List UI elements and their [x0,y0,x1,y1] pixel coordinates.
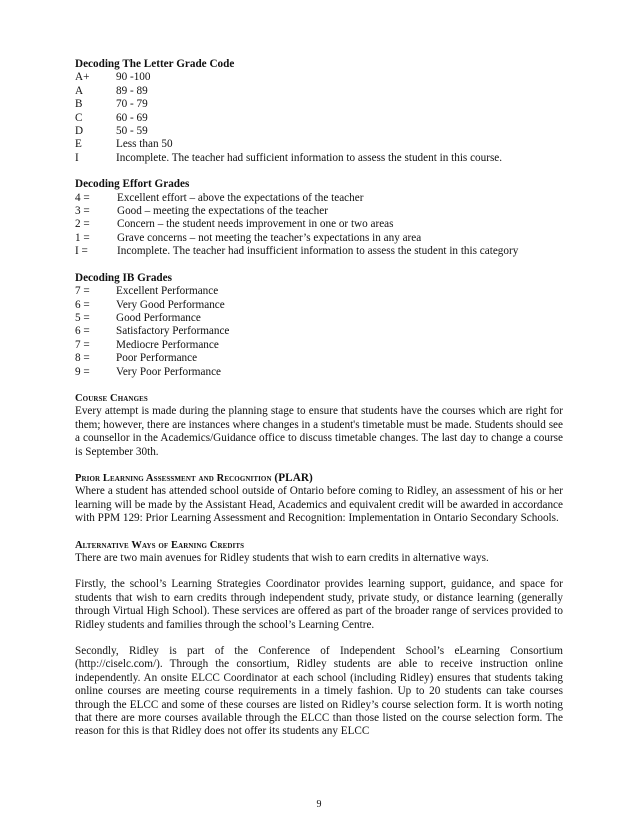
letter-grade-row [75,71,563,84]
alternative-credits-intro: There are two main avenues for Ridley students that wish to earn credits in alternative ways. [75,552,489,564]
ib-grade-row [75,312,563,325]
spacer [75,632,563,645]
grade-description: Incomplete. The teacher had insufficient information to assess the student in this category [117,245,519,258]
grade-description: 90 -100 [116,71,151,84]
effort-grade-row [75,205,563,218]
grade-code: 5 = [75,311,90,324]
grade-description: Excellent Performance [116,285,219,298]
grade-description: 70 - 79 [116,98,148,111]
plar-section [75,472,563,526]
grade-description: Incomplete. The teacher had sufficient information to assess the student in this course. [116,151,503,164]
effort-grade-list [75,192,563,259]
alternative-credits-secondly: Secondly, Ridley is part of the Conference of Independent School’s eLearning Consortium (http://ciselc.com/). Through the consortium, Ridley students are able to receive instruction online independently. An onsite ELCC Coordinator at each school (including Ridley) ensures that students taking online courses are meeting course requirements in a timely fashion. Up to 20 students can take courses through the ELCC and some of these courses are listed on Ridley’s course selection form. It is worth noting that there are more courses available through the ELCC than those listed on the course selection form. The reason for this is that Ridley does not offer its students any ELCC [75,645,563,738]
plar-body: Where a student has attended school outside of Ontario before coming to Ridley, an assessment of his or her learning will be made by the Assistant Head, Academics and equivalent credit will be awarded in accordance with PPM 129: Prior Learning Assessment and Recognition: Implementation in Ontario Secondary Schools. [75,485,563,525]
grade-code: E [75,138,82,151]
grade-code: D [75,125,84,138]
effort-grade-row [75,245,563,258]
spacer [75,165,563,178]
grade-description: Poor Performance [116,352,198,365]
alternative-credits-firstly: Firstly, the school’s Learning Strategies Coordinator provides learning support, guidance, and space for students that wish to earn credits through independent study, private study, or distance learning (generally through Virtual High School). These services are offered as part of the broader range of services provided to Ridley students and families through the school’s Learning Centre. [75,578,563,631]
letter-grade-row [75,125,563,138]
letter-grade-row [75,85,563,98]
ib-grade-row [75,325,563,338]
letter-grade-list [75,71,563,165]
grade-code: 6 = [75,325,90,338]
effort-grade-row [75,232,563,245]
grade-description: Excellent effort – above the expectations of the teacher [117,191,364,204]
grade-code: 3 = [75,205,90,218]
plar-heading-acronym: (PLAR) [274,471,313,484]
grade-description: 60 - 69 [116,111,148,124]
grade-description: Very Poor Performance [116,365,222,378]
grade-code: A+ [75,71,90,84]
ib-grade-row [75,285,563,298]
grade-description: Satisfactory Performance [116,325,230,338]
effort-grade-section [75,178,563,258]
letter-grade-section [75,58,563,165]
effort-grade-row [75,218,563,231]
spacer [75,379,563,392]
grade-code: C [75,111,83,124]
spacer [75,565,563,578]
page-number: 9 [316,799,322,810]
ib-grade-list [75,285,563,379]
alternative-credits-heading: Alternative Ways of Earning Credits [75,539,245,551]
document-page [75,58,563,739]
grade-description: 89 - 89 [116,84,148,97]
grade-description: Less than 50 [116,138,173,151]
grade-code: B [75,98,83,111]
grade-description: 50 - 59 [116,125,148,138]
course-changes-body: Every attempt is made during the planning stage to ensure that students have the courses which are right for them; however, there are instances where changes in a student's timetable must be made. Students should see a counsellor in the Academics/Guidance office to discuss timetable changes. The last day to change a course is September 30th. [75,405,563,458]
ib-grade-heading: Decoding IB Grades [75,271,172,284]
grade-code: A [75,84,84,97]
ib-grade-row [75,352,563,365]
grade-code: 2 = [75,218,90,231]
grade-description: Good Performance [116,311,201,324]
grade-code: 6 = [75,298,90,311]
grade-code: I [75,151,79,164]
grade-code: 8 = [75,352,90,365]
ib-grade-row [75,366,563,379]
grade-code: 7 = [75,285,90,298]
grade-description: Good – meeting the expectations of the teacher [117,205,328,218]
ib-grade-row [75,299,563,312]
letter-grade-row [75,138,563,151]
letter-grade-row [75,98,563,111]
letter-grade-row [75,152,563,165]
ib-grade-row [75,339,563,352]
grade-description: Grave concerns – not meeting the teacher’s expectations in any area [117,231,422,244]
alternative-credits-section [75,539,563,739]
grade-code: 1 = [75,231,90,244]
letter-grade-row [75,112,563,125]
plar-heading [75,472,563,485]
grade-description: Mediocre Performance [116,338,219,351]
effort-grade-row [75,192,563,205]
letter-grade-heading: Decoding The Letter Grade Code [75,58,235,70]
ib-grade-section [75,272,563,379]
spacer [75,526,563,539]
grade-code: I = [75,245,88,258]
course-changes-heading: Course Changes [75,392,148,404]
grade-code: 9 = [75,365,90,378]
grade-description: Very Good Performance [116,298,225,311]
plar-heading-text: Prior Learning Assessment and Recognition [75,472,272,484]
course-changes-section [75,392,563,459]
grade-description: Concern – the student needs improvement in one or two areas [117,218,394,231]
grade-code: 7 = [75,338,90,351]
effort-grade-heading: Decoding Effort Grades [75,178,190,191]
spacer [75,459,563,472]
grade-code: 4 = [75,191,90,204]
spacer [75,259,563,272]
